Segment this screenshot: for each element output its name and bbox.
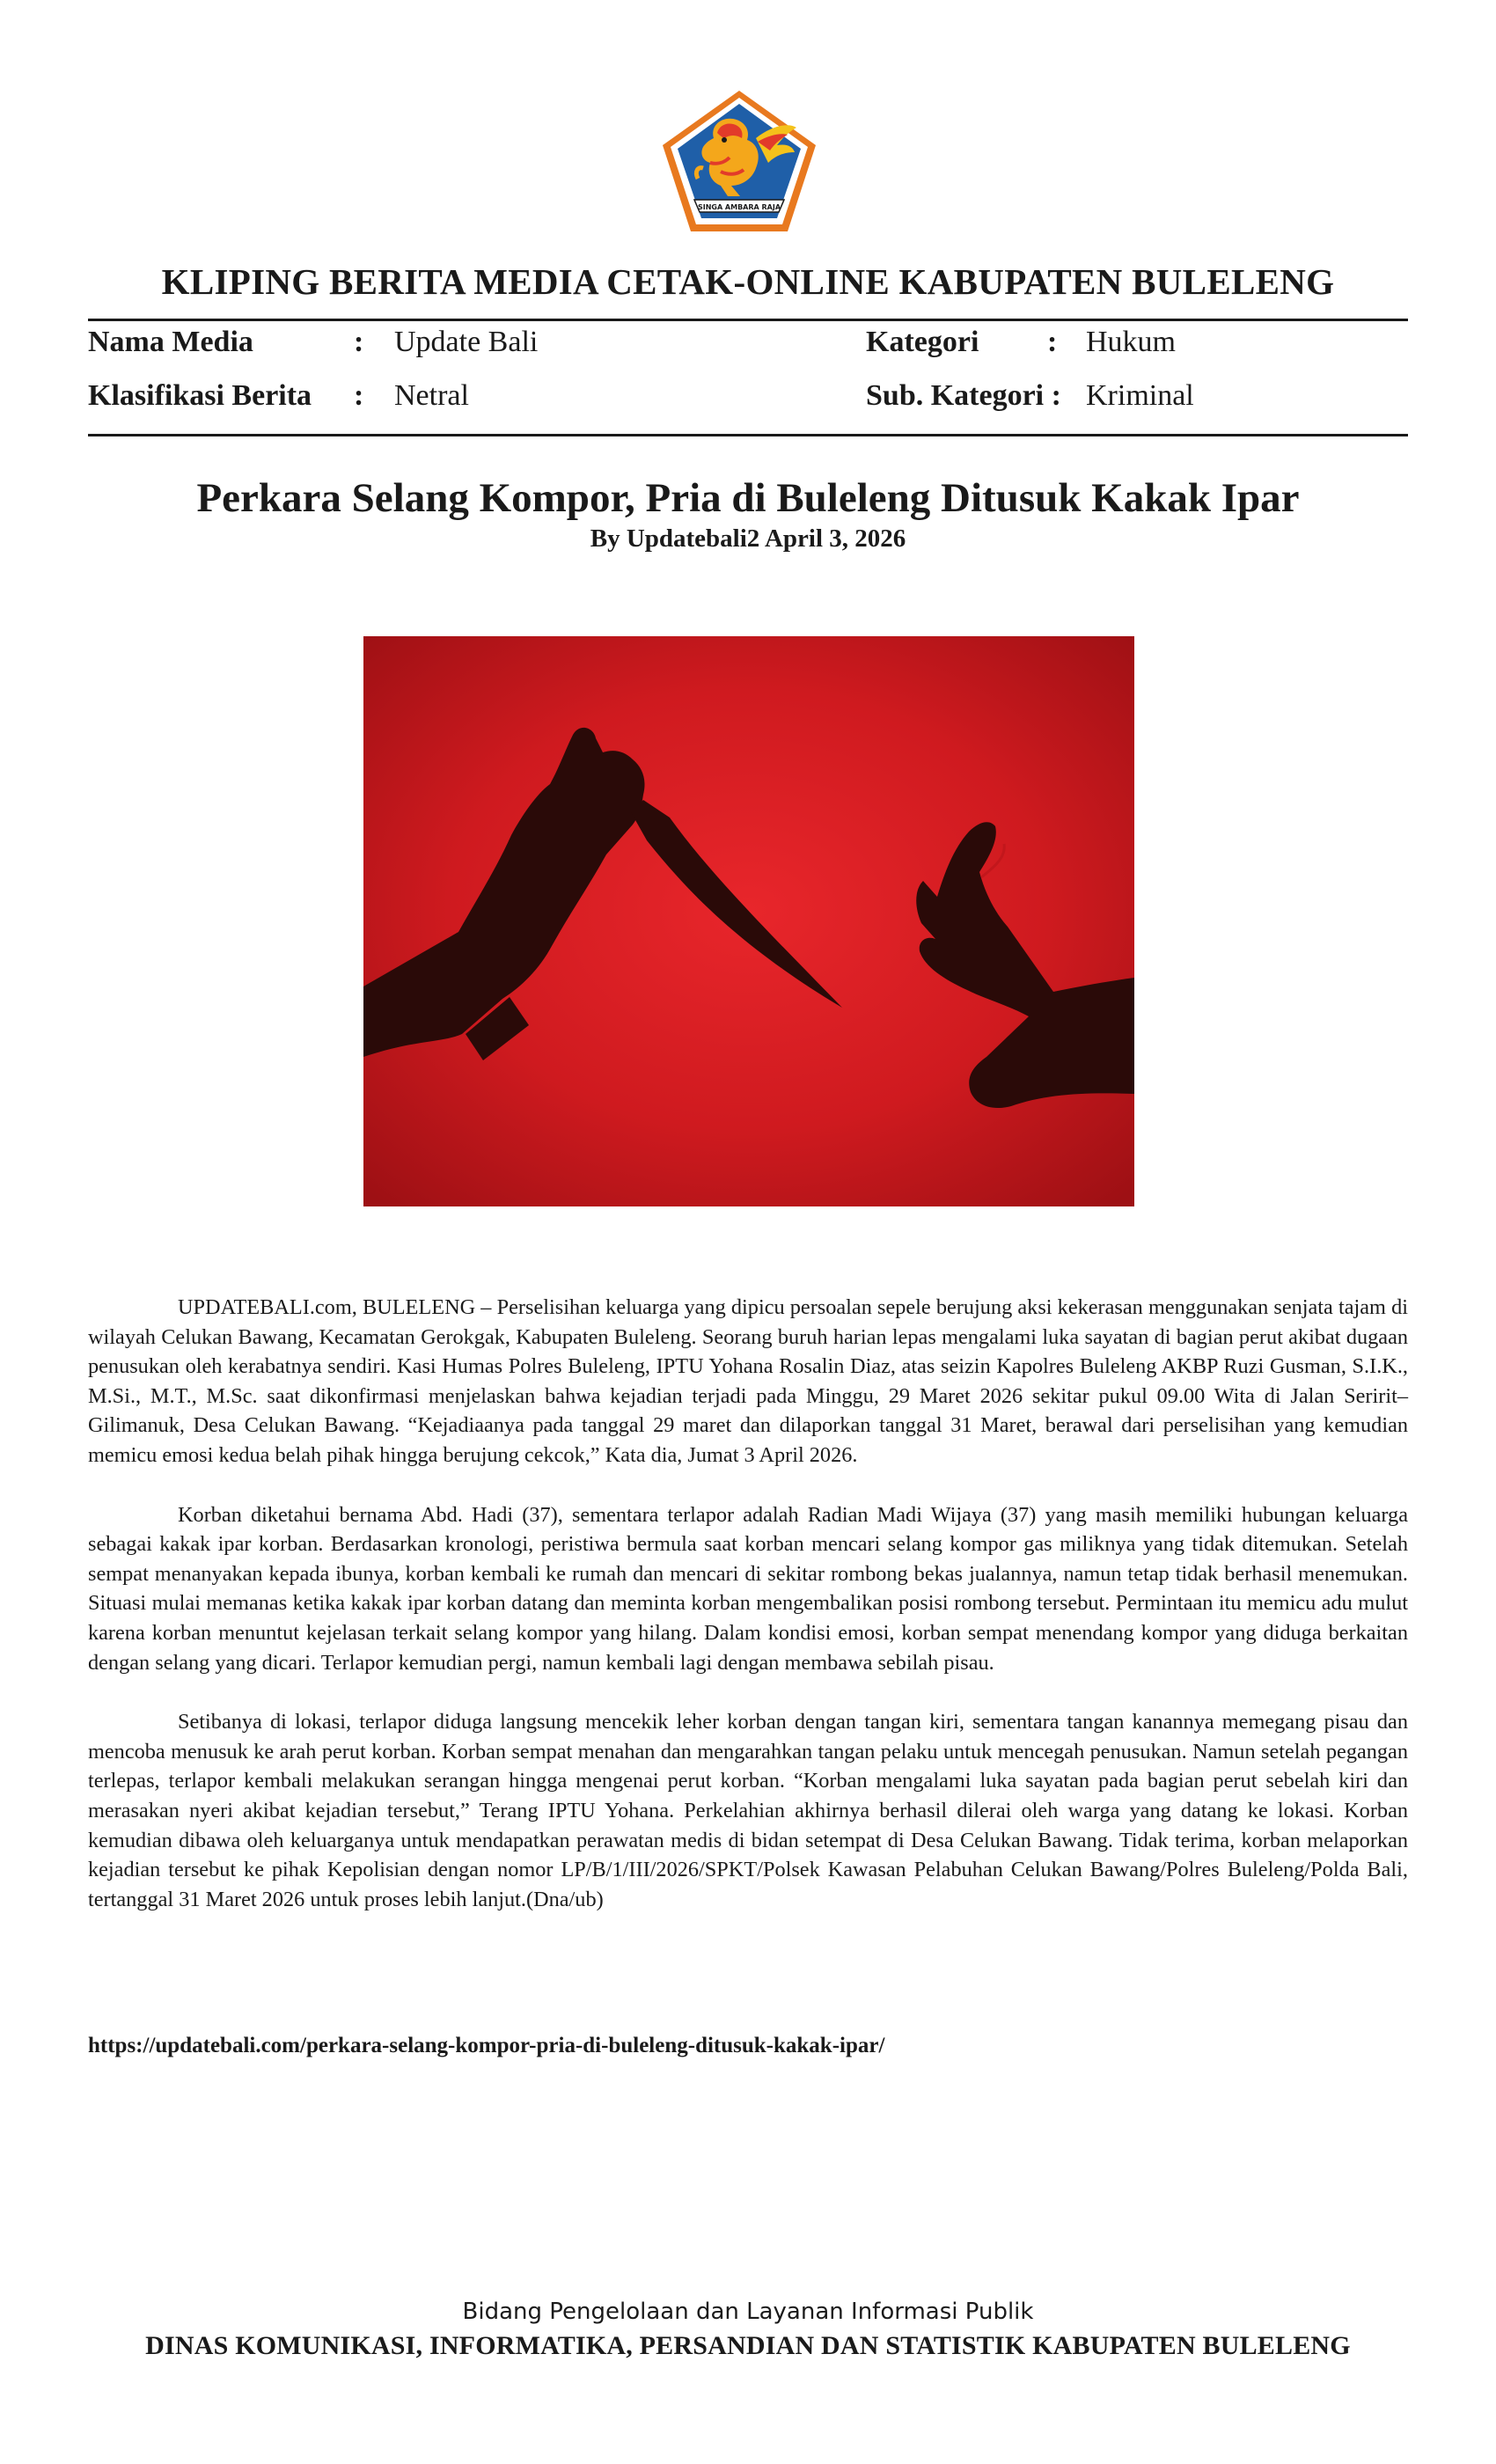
article-paragraph: Setibanya di lokasi, terlapor diduga langsung mencekik leher korban dengan tangan kiri, sementara tangan kanannya memegang pisau dan mencoba menusuk ke arah perut korban. Korban sempat menahan dan mengarahkan tangan pelaku untuk mencegah penusukan. Namun setelah pegangan terlepas, terlapor kembali melakukan serangan hingga mengenai perut korban. “Korban mengalami luka sayatan pada bagian perut sebelah kiri dan merasakan nyeri akibat kejadian tersebut,” Terang IPTU Yohana. Perkelahian akhirnya berhasil dilerai oleh warga yang datang ke lokasi. Korban kemudian dibawa oleh keluarganya untuk mendapatkan perawatan medis di bidan setempat di Desa Celukan Bawang. Tidak terima, korban melaporkan kejadian tersebut ke pihak Kepolisian dengan nomor LP/B/1/III/2026/SPKT/Polsek Kawasan Pelabuhan Celukan Bawang/Polres Buleleng/Polda Bali, tertanggal 31 Maret 2026 untuk proses lebih lanjut.(Dna/ub): [88, 1710, 1408, 1911]
top-divider: [88, 319, 1408, 321]
klasifikasi-label: Klasifikasi Berita: [88, 379, 312, 412]
subkategori-value: Kriminal: [1086, 379, 1194, 412]
meta-row-klasifikasi: [88, 379, 1408, 423]
article-byline: By Updatebali2 April 3, 2026: [590, 524, 906, 553]
source-link[interactable]: https://updatebali.com/perkara-selang-kompor-pria-di-buleleng-ditusuk-kakak-ipar/: [88, 2034, 885, 2057]
kategori-value: Hukum: [1086, 326, 1176, 358]
klasifikasi-separator: :: [354, 379, 364, 412]
kabupaten-buleleng-crest-icon: [659, 87, 819, 235]
article-paragraph: UPDATEBALI.com, BULELENG – Perselisihan keluarga yang dipicu persoalan sepele berujung aksi kekerasan menggunakan senjata tajam di wilayah Celukan Bawang, Kecamatan Gerokgak, Kabupaten Buleleng. Seorang buruh harian lepas mengalami luka sayatan di bagian perut akibat dugaan penusukan oleh kerabatnya sendiri. Kasi Humas Polres Buleleng, IPTU Yohana Rosalin Diaz, atas seizin Kapolres Buleleng AKBP Ruzi Gusman, S.I.K., M.Si., M.T., M.Sc. saat dikonfirmasi menjelaskan bahwa kejadian terjadi pada Minggu, 29 Maret 2026 sekitar pukul 09.00 Wita di Jalan Seririt–Gilimanuk, Desa Celukan Bawang. “Kejadiaanya pada tanggal 29 maret dan dilaporkan tanggal 31 Maret, berawal dari perselisihan yang kemudian memicu emosi kedua belah pihak hingga berujung cekcok,” Kata dia, Jumat 3 April 2026.: [88, 1295, 1408, 1467]
clipping-title: KLIPING BERITA MEDIA CETAK-ONLINE KABUPATEN BULELENG: [161, 261, 1335, 302]
bottom-divider: [88, 434, 1408, 436]
article-paragraph: Korban diketahui bernama Abd. Hadi (37), sementara terlapor adalah Radian Madi Wijaya (37) yang masih memiliki hubungan keluarga sebagai kakak ipar korban. Berdasarkan kronologi, peristiwa bermula saat korban mencari selang kompor gas miliknya yang tidak ditemukan. Setelah sempat menanyakan kepada ibunya, korban kembali ke rumah dan mencari di sekitar rombong bekas jualannya, namun tetap tidak berhasil menemukan. Situasi mulai memanas ketika kakak ipar korban datang dan meminta korban mengembalikan posisi rombong tersebut. Permintaan itu memicu adu mulut karena korban menuntut kejelasan terkait selang kompor yang hilang. Dalam kondisi emosi, korban sempat menendang kompor yang diduga berkaitan dengan selang yang dicari. Terlapor kemudian pergi, namun kembali lagi dengan membawa sebilah pisau.: [88, 1502, 1408, 1675]
article-headline: Perkara Selang Kompor, Pria di Buleleng Ditusuk Kakak Ipar: [196, 475, 1300, 521]
klasifikasi-value: Netral: [394, 379, 469, 412]
media-value: Update Bali: [394, 326, 539, 358]
footer-department: Bidang Pengelolaan dan Layanan Informasi Publik: [462, 2299, 1034, 2325]
crest-motto: SINGA AMBARA RAJA: [697, 203, 781, 211]
kategori-separator: :: [1047, 326, 1058, 358]
knife-attack-silhouette-image: [363, 636, 1134, 1206]
media-separator: :: [354, 326, 364, 358]
meta-row-media: [88, 326, 1408, 370]
footer-office: DINAS KOMUNIKASI, INFORMATIKA, PERSANDIAN DAN STATISTIK KABUPATEN BULELENG: [145, 2331, 1351, 2360]
media-label: Nama Media: [88, 326, 253, 358]
subkategori-label: Sub. Kategori :: [866, 379, 1061, 412]
kategori-label: Kategori: [866, 326, 979, 358]
article-body: [88, 1293, 1408, 1944]
